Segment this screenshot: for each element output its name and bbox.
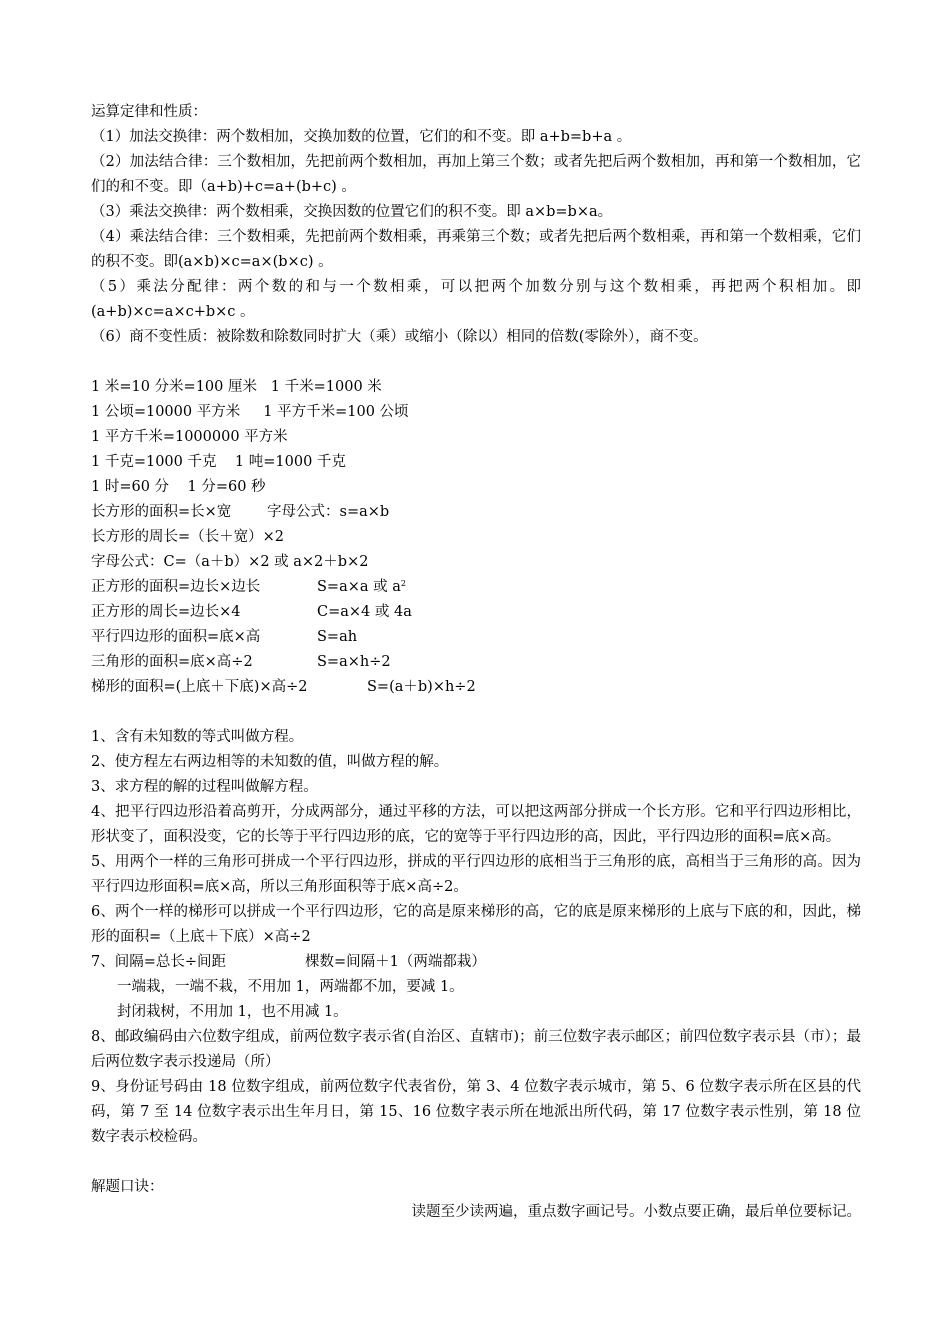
note-item: 1、含有未知数的等式叫做方程。 xyxy=(91,729,304,745)
formula-text: 梯形的面积=(上底＋下底)×高÷2 xyxy=(91,679,308,695)
law-item: （1）加法交换律：两个数相加，交换加数的位置，它们的和不变。即 a+b=b+a 。 xyxy=(91,129,632,145)
formula-row xyxy=(91,600,861,625)
laws-title: 运算定律和性质： xyxy=(91,104,207,120)
formula-text: 正方形的周长=边长×4 xyxy=(91,604,241,620)
unit-conversion: 1 时=60 分 1 分=60 秒 xyxy=(91,479,266,495)
note-subline: 封闭栽树，不用加 1，也不用减 1。 xyxy=(117,1004,348,1020)
unit-conversion: 1 米=10 分米=100 厘米 1 千米=1000 米 xyxy=(91,379,382,395)
note-item xyxy=(91,950,861,975)
formula-row xyxy=(91,625,861,650)
note-subline: 一端栽，一端不栽，不用加 1，两端都不加，要减 1。 xyxy=(117,979,464,995)
law-item: （6）商不变性质：被除数和除数同时扩大（乘）或缩小（除以）相同的倍数(零除外），商不变。 xyxy=(91,329,708,345)
document-body xyxy=(91,100,861,1225)
formula-letter: 字母公式：s=a×b xyxy=(267,504,390,520)
note-item: 3、求方程的解的过程叫做解方程。 xyxy=(91,779,318,795)
tips-text: 读题至少读两遍，重点数字画记号。小数点要正确，最后单位要标记。 xyxy=(411,1204,861,1220)
note-item: 4、把平行四边形沿着高剪开，分成两部分，通过平移的方法，可以把这两部分拼成一个长方形。它和平行四边形相比，形状变了，面积没变，它的长等于平行四边形的底，它的宽等于平行四边形的高，因此，平行四边形的面积=底×高。 xyxy=(91,804,861,845)
spacer xyxy=(91,1150,861,1175)
formula-text: 字母公式：C=（a＋b）×2 或 a×2＋b×2 xyxy=(91,554,369,570)
note-item: 8、邮政编码由六位数字组成，前两位数字表示省(自治区、直辖市)；前三位数字表示邮区；前四位数字表示县（市）；最后两位数字表示投递局（所） xyxy=(91,1029,861,1070)
formula-row xyxy=(91,575,861,600)
formula-row xyxy=(91,525,861,550)
formula-letter: S=a×h÷2 xyxy=(317,654,391,670)
tips-title: 解题口诀： xyxy=(91,1179,164,1195)
formula-letter: S=ah xyxy=(317,629,358,645)
formula-text: 平行四边形的面积=底×高 xyxy=(91,629,261,645)
spacer xyxy=(91,350,861,375)
formula-letter: C=a×4 或 4a xyxy=(317,604,412,620)
formula-row xyxy=(91,650,861,675)
unit-conversion: 1 公顷=10000 平方米 1 平方千米=100 公顷 xyxy=(91,404,409,420)
formula-row xyxy=(91,500,861,525)
law-item: （2）加法结合律：三个数相加，先把前两个数相加，再加上第三个数；或者先把后两个数相加，再和第一个数相加，它们的和不变。即（a+b)+c=a+(b+c) 。 xyxy=(91,154,861,195)
formula-letter: S=a×a 或 $a^2$ xyxy=(317,579,406,595)
law-item: （4）乘法结合律：三个数相乘，先把前两个数相乘，再乘第三个数；或者先把后两个数相乘，再和第一个数相乘，它们的积不变。即(a×b)×c=a×(b×c) 。 xyxy=(91,229,861,270)
law-item: （5）乘法分配律：两个数的和与一个数相乘，可以把两个加数分别与这个数相乘，再把两个积相加。即(a+b)×c=a×c+b×c 。 xyxy=(91,279,861,320)
note-tree-count: 棵数=间隔＋1（两端都栽） xyxy=(305,954,486,970)
note-interval-text: 7、间隔=总长÷间距 xyxy=(91,954,227,970)
law-item: （3）乘法交换律：两个数相乘，交换因数的位置它们的积不变。即 a×b=b×a。 xyxy=(91,204,613,220)
superscript: 2 xyxy=(400,579,406,588)
formula-row xyxy=(91,550,861,575)
formula-letter: S=(a＋b)×h÷2 xyxy=(367,679,476,695)
formula-text: 长方形的面积=长×宽 xyxy=(91,504,232,520)
note-item: 6、两个一样的梯形可以拼成一个平行四边形，它的高是原来梯形的高，它的底是原来梯形的上底与下底的和，因此，梯形的面积=（上底＋下底）×高÷2 xyxy=(91,904,861,945)
formula-text: 正方形的面积=边长×边长 xyxy=(91,579,261,595)
formula-row xyxy=(91,675,861,700)
unit-conversion: 1 千克=1000 千克 1 吨=1000 千克 xyxy=(91,454,346,470)
formula-text: 三角形的面积=底×高÷2 xyxy=(91,654,253,670)
formula-text: 长方形的周长=（长＋宽）×2 xyxy=(91,529,285,545)
unit-conversion: 1 平方千米=1000000 平方米 xyxy=(91,429,288,445)
note-item: 9、身份证号码由 18 位数字组成，前两位数字代表省份，第 3、4 位数字表示城市，第 5、6 位数字表示所在区县的代码，第 7 至 14 位数字表示出生年月日，第 15、16 位数字表示所在地派出所代码，第 17 位数字表示性别，第 18 位数字表示校检码。 xyxy=(91,1079,861,1145)
note-item: 2、使方程左右两边相等的未知数的值，叫做方程的解。 xyxy=(91,754,449,770)
spacer xyxy=(91,700,861,725)
note-item: 5、用两个一样的三角形可拼成一个平行四边形，拼成的平行四边形的底相当于三角形的底，高相当于三角形的高。因为平行四边形面积=底×高，所以三角形面积等于底×高÷2。 xyxy=(91,854,861,895)
